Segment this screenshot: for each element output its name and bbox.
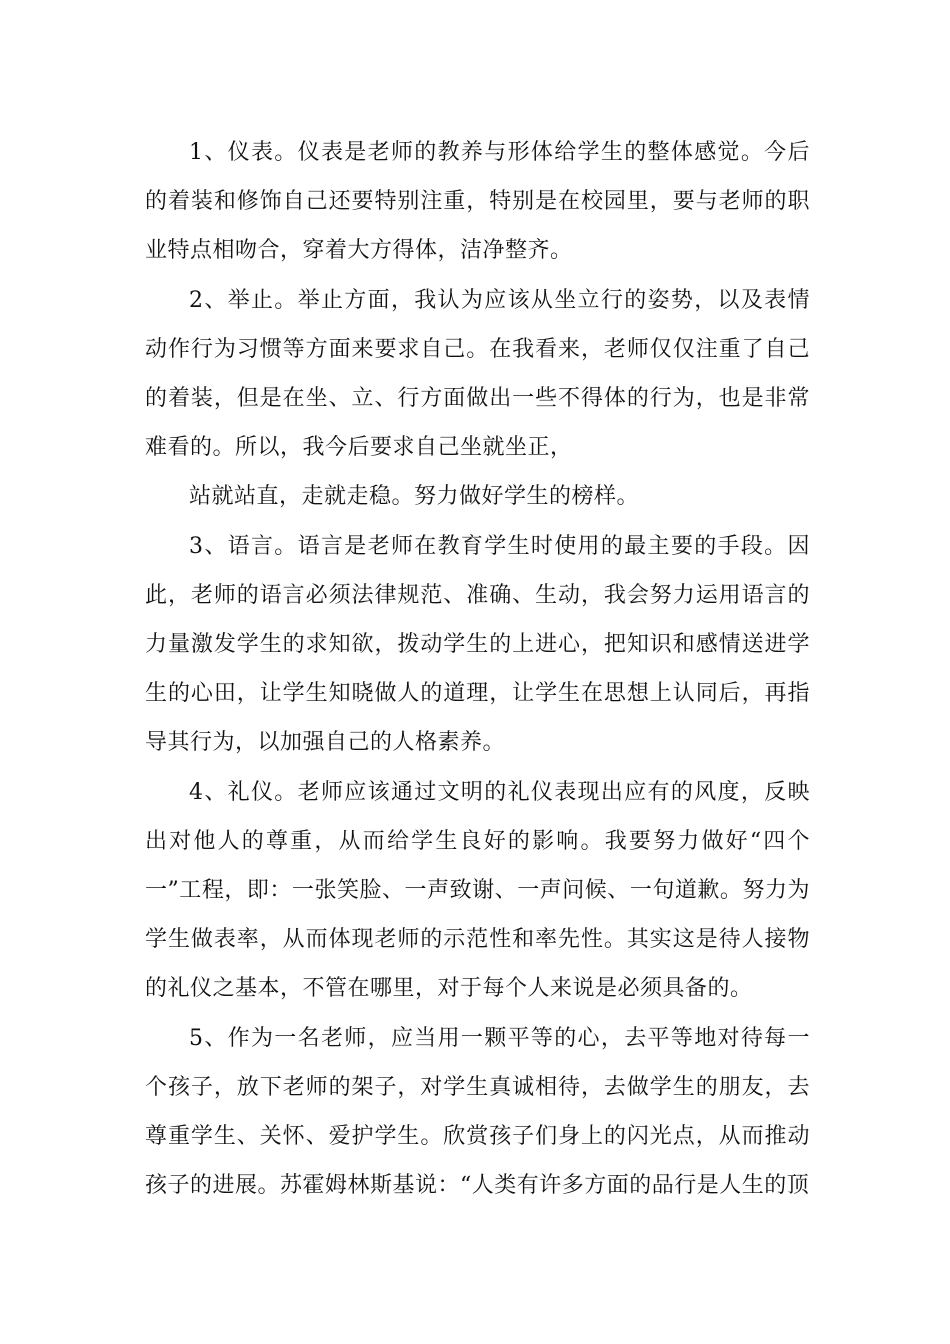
document-body [145,128,810,1210]
paragraph-appearance: 1、仪表。仪表是老师的教养与形体给学生的整体感觉。今后的着装和修饰自己还要特别注重，特别是在校园里，要与老师的职业特点相吻合，穿着大方得体，洁净整齐。 [145,140,810,264]
paragraph-equality: 5、作为一名老师，应当用一颗平等的心，去平等地对待每一个孩子，放下老师的架子，对学生真诚相待，去做学生的朋友，去尊重学生、关怀、爱护学生。欣赏孩子们身上的闪光点，从而推动孩子的进展。苏霍姆林斯基说：“人类有许多方面的品行是人生的顶 [145,1025,810,1199]
paragraph-etiquette: 4、礼仪。老师应该通过文明的礼仪表现出应有的风度，反映出对他人的尊重，从而给学生良好的影响。我要努力做好“四个一”工程，即：一张笑脸、一声致谢、一声问候、一句道歉。努力为学生做表率，从而体现老师的示范性和率先性。其实这是待人接物的礼仪之基本，不管在哪里，对于每个人来说是必须具备的。 [145,779,810,1002]
paragraph-behavior-continued: 站就站直，走就走稳。努力做好学生的榜样。 [189,484,640,510]
paragraph-behavior: 2、举止。举止方面，我认为应该从坐立行的姿势，以及表情动作行为习惯等方面来要求自己。在我看来，老师仅仅注重了自己的着装，但是在坐、立、行方面做出一些不得体的行为，也是非常难看的。所以，我今后要求自己坐就坐正， [145,287,810,461]
paragraph-language: 3、语言。语言是老师在教育学生时使用的最主要的手段。因此，老师的语言必须法律规范、准确、生动，我会努力运用语言的力量激发学生的求知欲，拨动学生的上进心，把知识和感情送进学生的心田，让学生知晓做人的道理，让学生在思想上认同后，再指导其行为，以加强自己的人格素养。 [145,533,810,756]
